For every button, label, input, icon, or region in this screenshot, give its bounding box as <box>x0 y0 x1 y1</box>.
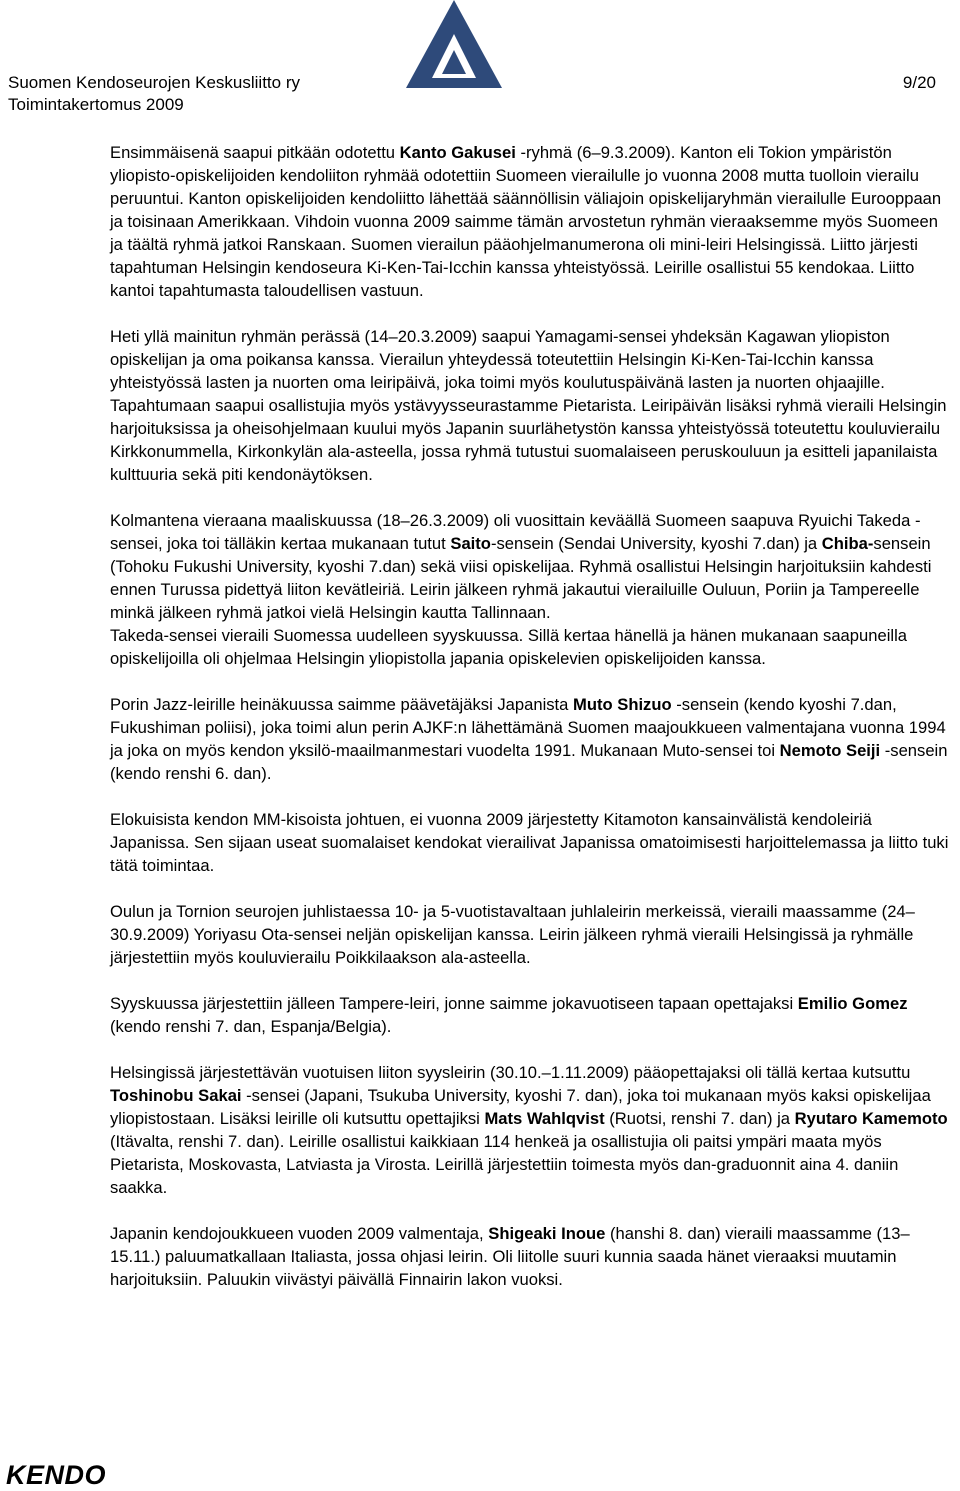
text-run: -ryhmä (6–9.3.2009). Kanton eli Tokion ympäristön yliopisto-opiskelijoiden kendoliiton ryhmää odotettiin Suomeen vierailulle jo vuonna 2008 mutta tuolloin vierailu peruuntui. Kanton opiskelijoiden kendoliitto lähettää säännöllisin väliajoin opiskelijaryhmän vierailulle Eurooppaan ja toisinaan Amerikkaan. Vihdoin vuonna 2009 saimme tämän arvostetun ryhmän vieraaksemme myös Suomeen ja täältä ryhmä jatkoi Ranskaan. Suomen vierailun pääohjelmanumerona oli mini-leiri Helsingissä. Liitto järjesti tapahtuman Helsingin kendoseura Ki-Ken-Tai-Icchin kanssa yhteistyössä. Leirille osallistui 55 kendokaa. Liitto kantoi tapahtumasta taloudellisen vastuun. <box>110 143 942 300</box>
text-run: Ensimmäisenä saapui pitkään odotettu <box>110 143 400 162</box>
text-run: (kendo renshi 7. dan, Espanja/Belgia). <box>110 1017 392 1036</box>
bold-name: Chiba- <box>821 534 874 553</box>
text-run: (hanshi 8. dan) vieraili maassamme (13–15.11.) paluumatkallaan Italiasta, jossa ohjasi leirin. Oli liitolle suuri kunnia saada hänet vieraaksi muutamin harjoituksiin. Paluukin viivästyi päivällä Finnairin lakon vuoksi. <box>110 1224 910 1289</box>
paragraph <box>110 1222 950 1291</box>
text-run: Takeda-sensei vieraili Suomessa uudelleen syyskuussa. Sillä kertaa hänellä ja hänen mukanaan saapuneilla opiskelijoilla oli ohjelmaa Helsingin yliopistolla japania opiskelevien opiskelijoiden kanssa. <box>110 626 907 668</box>
text-run: Elokuisista kendon MM-kisoista johtuen, ei vuonna 2009 järjestetty Kitamoton kansainvälistä kendoleiriä Japanissa. Sen sijaan useat suomalaiset kendokat vierailivat Japanissa omatoimisesti harjoittelemassa ja liitto tuki tätä toimintaa. <box>110 810 949 875</box>
report-title: Toimintakertomus 2009 <box>8 95 184 114</box>
bold-name: Toshinobu Sakai <box>110 1086 242 1105</box>
paragraph <box>110 624 950 670</box>
paragraph <box>110 1061 950 1199</box>
text-run: -sensei (Japani, Tsukuba University, kyoshi 7. dan), joka toi mukanaan myös kaksi opiskelijaa yliopistostaan. Lisäksi leirille oli kutsuttu opettajiksi <box>110 1086 931 1128</box>
text-run: Porin Jazz-leirille heinäkuussa saimme päävetäjäksi Japanista <box>110 695 574 714</box>
paragraph <box>110 808 950 877</box>
text-run: (Ruotsi, renshi 7. dan) ja <box>604 1109 795 1128</box>
text-run: Syyskuussa järjestettiin jälleen Tampere-leiri, jonne saimme jokavuotiseen tapaan opettajaksi <box>110 994 798 1013</box>
paragraph <box>110 693 950 785</box>
document-body <box>110 141 950 1314</box>
page-number: 9/20 <box>902 73 936 92</box>
text-run: Kolmantena vieraana maaliskuussa (18–26.3.2009) oli vuosittain keväällä Suomeen saapuva Ryuichi Takeda -sensei, joka toi tälläkin kertaa mukanaan tutut <box>110 511 921 553</box>
text-run: sensein (Tohoku Fukushi University, kyoshi 7.dan) sekä viisi opiskelijaa. Ryhmä osallistui Helsingin harjoituksiin kahdesti ennen Turussa pidettyä liiton kevätleiriä. Leirin jälkeen ryhmä jakautui vierailuille Ouluun, Poriin ja Tampereelle minkä jälkeen ryhmä jatkoi vielä Helsingin kautta Tallinnaan. <box>110 534 932 622</box>
paragraph <box>110 325 950 486</box>
text-run: -sensein (kendo kyoshi 7.dan, Fukushiman poliisi), joka toimi alun perin AJKF:n lähettämänä Suomen maajoukkueen valmentajana vuonna 1994 ja joka on myös kendon yksilö-maailmanmestari vuodelta 1991. Mukanaan Muto-sensei toi <box>110 695 946 760</box>
footer-brand: KENDO <box>6 1460 107 1490</box>
bold-name: Emilio Gomez <box>797 994 908 1013</box>
paragraph <box>110 141 950 302</box>
paragraph <box>110 900 950 969</box>
triangle-logo-icon <box>406 0 502 96</box>
bold-name: Kanto Gakusei <box>399 143 516 162</box>
paragraph <box>110 992 950 1038</box>
text-run: Japanin kendojoukkueen vuoden 2009 valmentaja, <box>110 1224 489 1243</box>
bold-name: Ryutaro Kamemoto <box>794 1109 948 1128</box>
bold-name: Muto Shizuo <box>573 695 672 714</box>
bold-name: Saito <box>450 534 491 553</box>
organization-name: Suomen Kendoseurojen Keskusliitto ry <box>8 73 300 92</box>
text-run: Helsingissä järjestettävän vuotuisen liiton syysleirin (30.10.–1.11.2009) pääopettajaksi oli tällä kertaa kutsuttu <box>110 1063 911 1082</box>
text-run: -sensein (kendo renshi 6. dan). <box>110 741 948 783</box>
bold-name: Nemoto Seiji <box>779 741 881 760</box>
text-run: -sensein (Sendai University, kyoshi 7.dan) ja <box>490 534 822 553</box>
bold-name: Shigeaki Inoue <box>488 1224 606 1243</box>
text-run: Heti yllä mainitun ryhmän perässä (14–20.3.2009) saapui Yamagami-sensei yhdeksän Kagawan yliopiston opiskelijan ja oma poikansa kanssa. Vierailun yhteydessä toteutettiin Helsingin Ki-Ken-Tai-Icchin kanssa yhteistyössä lasten ja nuorten oma leiripäivä, joka toimi myös koulutuspäivänä lasten ja nuorten ohjaajille. Tapahtumaan saapui osallistujia myös ystävyysseurastamme Pietarista. Leiripäivän lisäksi ryhmä vieraili Helsingin harjoituksissa ja oheisohjelmaan kuului myös Japanin suurlähetystön kanssa yhteistyössä toteutettu kouluvierailu Kirkkonummella, Kirkonkylän ala-asteella, jossa ryhmä tutustui suomalaiseen peruskouluun ja esitteli japanilaista kulttuuria sekä piti kendonäytöksen. <box>110 327 947 484</box>
bold-name: Mats Wahlqvist <box>484 1109 605 1128</box>
text-run: Oulun ja Tornion seurojen juhlistaessa 10- ja 5-vuotistavaltaan juhlaleirin merkeissä, vieraili maassamme (24–30.9.2009) Yoriyasu Ota-sensei neljän opiskelijan kanssa. Leirin jälkeen ryhmä vieraili Helsingissä ja ryhmälle järjestettiin myös kouluvierailu Poikkilaakson ala-asteella. <box>110 902 915 967</box>
paragraph <box>110 509 950 624</box>
text-run: (Itävalta, renshi 7. dan). Leirille osallistui kaikkiaan 114 henkeä ja osallistujia oli paitsi ympäri maata myös Pietarista, Moskovasta, Latviasta ja Virosta. Leirillä järjestettiin toimesta myös dan-graduonnit aina 4. daniin saakka. <box>110 1132 899 1197</box>
